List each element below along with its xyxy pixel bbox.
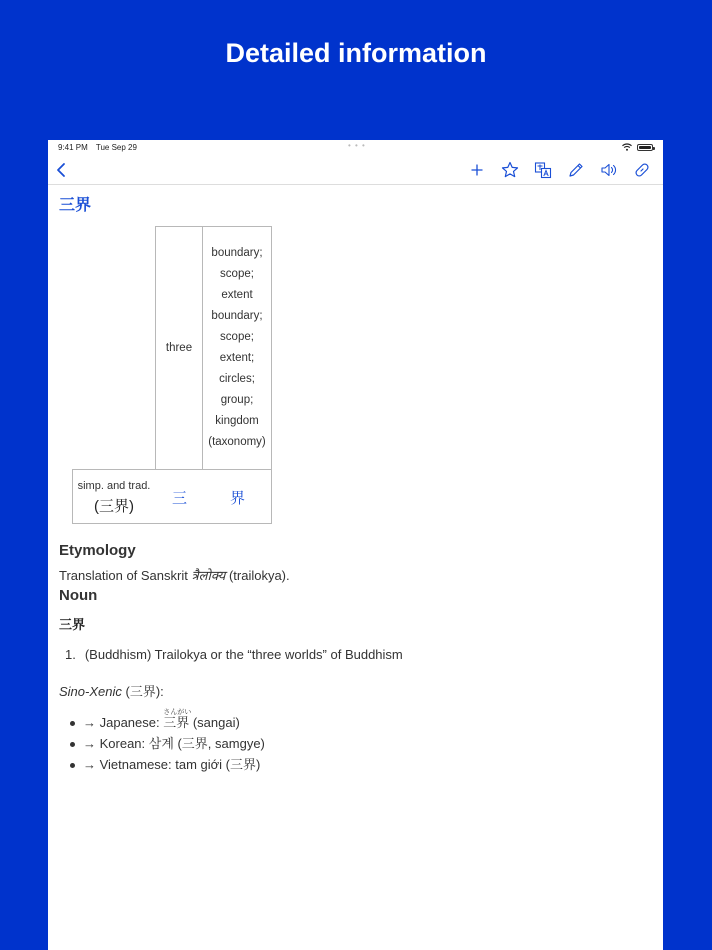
status-indicators <box>622 143 653 151</box>
meaning-cell-1 <box>155 226 203 470</box>
plus-icon <box>467 160 487 180</box>
sino-xenic-label: Sino-Xenic (三界): <box>59 684 164 699</box>
link-icon <box>632 160 652 180</box>
furigana: さんがい <box>163 709 192 716</box>
battery-icon <box>637 144 653 151</box>
multitask-dots: • • • <box>348 141 366 150</box>
wifi-icon <box>622 143 632 151</box>
translate-icon <box>533 160 553 180</box>
pencil-icon <box>566 160 586 180</box>
status-time: 9:41 PM <box>58 143 88 152</box>
add-button[interactable] <box>467 160 487 180</box>
part-of-speech-word: 三界 <box>59 617 86 632</box>
meaning-text-2: boundary; scope; extent boundary; scope; extent; circles; group; kingdom (taxonomy) <box>208 247 266 448</box>
descendants-list <box>70 709 265 775</box>
translate-button[interactable] <box>533 160 553 180</box>
definition-item <box>65 647 403 662</box>
definition-number: 1. <box>65 647 76 662</box>
favorite-button[interactable] <box>500 160 520 180</box>
list-item: → Korean: 삼계 (三界, samgye) <box>70 733 265 754</box>
status-bar <box>48 140 663 154</box>
back-chevron-icon <box>52 160 72 180</box>
entry-headword: 三界 <box>59 197 92 214</box>
star-icon <box>500 160 520 180</box>
character-cell <box>155 469 272 524</box>
toolbar <box>48 154 663 185</box>
pronounce-button[interactable] <box>599 160 619 180</box>
etymology-heading: Etymology <box>59 542 136 559</box>
script-label-cell <box>72 469 156 524</box>
meaning-text-1: three <box>165 342 193 354</box>
sanskrit-term: त्रैलोक्य <box>191 569 226 584</box>
device-screen <box>48 140 663 950</box>
etymology-text: Translation of Sanskrit त्रैलोक्य (trailokya). <box>59 568 290 584</box>
status-clock <box>58 143 143 152</box>
japanese-word: 三界 <box>163 715 190 730</box>
edit-button[interactable] <box>566 160 586 180</box>
character-link-1[interactable]: 三 <box>172 490 188 507</box>
status-date: Tue Sep 29 <box>95 143 137 152</box>
definition-text: (Buddhism) Trailokya or the “three worlds” of Buddhism <box>84 647 403 662</box>
part-of-speech-heading: Noun <box>59 587 98 604</box>
character-link-2[interactable]: 界 <box>230 490 246 507</box>
script-label: simp. and trad. <box>77 480 151 492</box>
list-item: → Japanese: さんがい 三界 (sangai) <box>70 712 265 733</box>
back-button[interactable] <box>52 160 72 180</box>
share-link-button[interactable] <box>632 160 652 180</box>
script-label-word: (三界) <box>94 498 134 515</box>
speaker-icon <box>599 160 619 180</box>
promo-headline: Detailed information <box>225 38 487 68</box>
list-item: → Vietnamese: tam giới (三界) <box>70 754 265 775</box>
meaning-cell-2 <box>202 226 272 470</box>
entry-content <box>59 192 654 772</box>
